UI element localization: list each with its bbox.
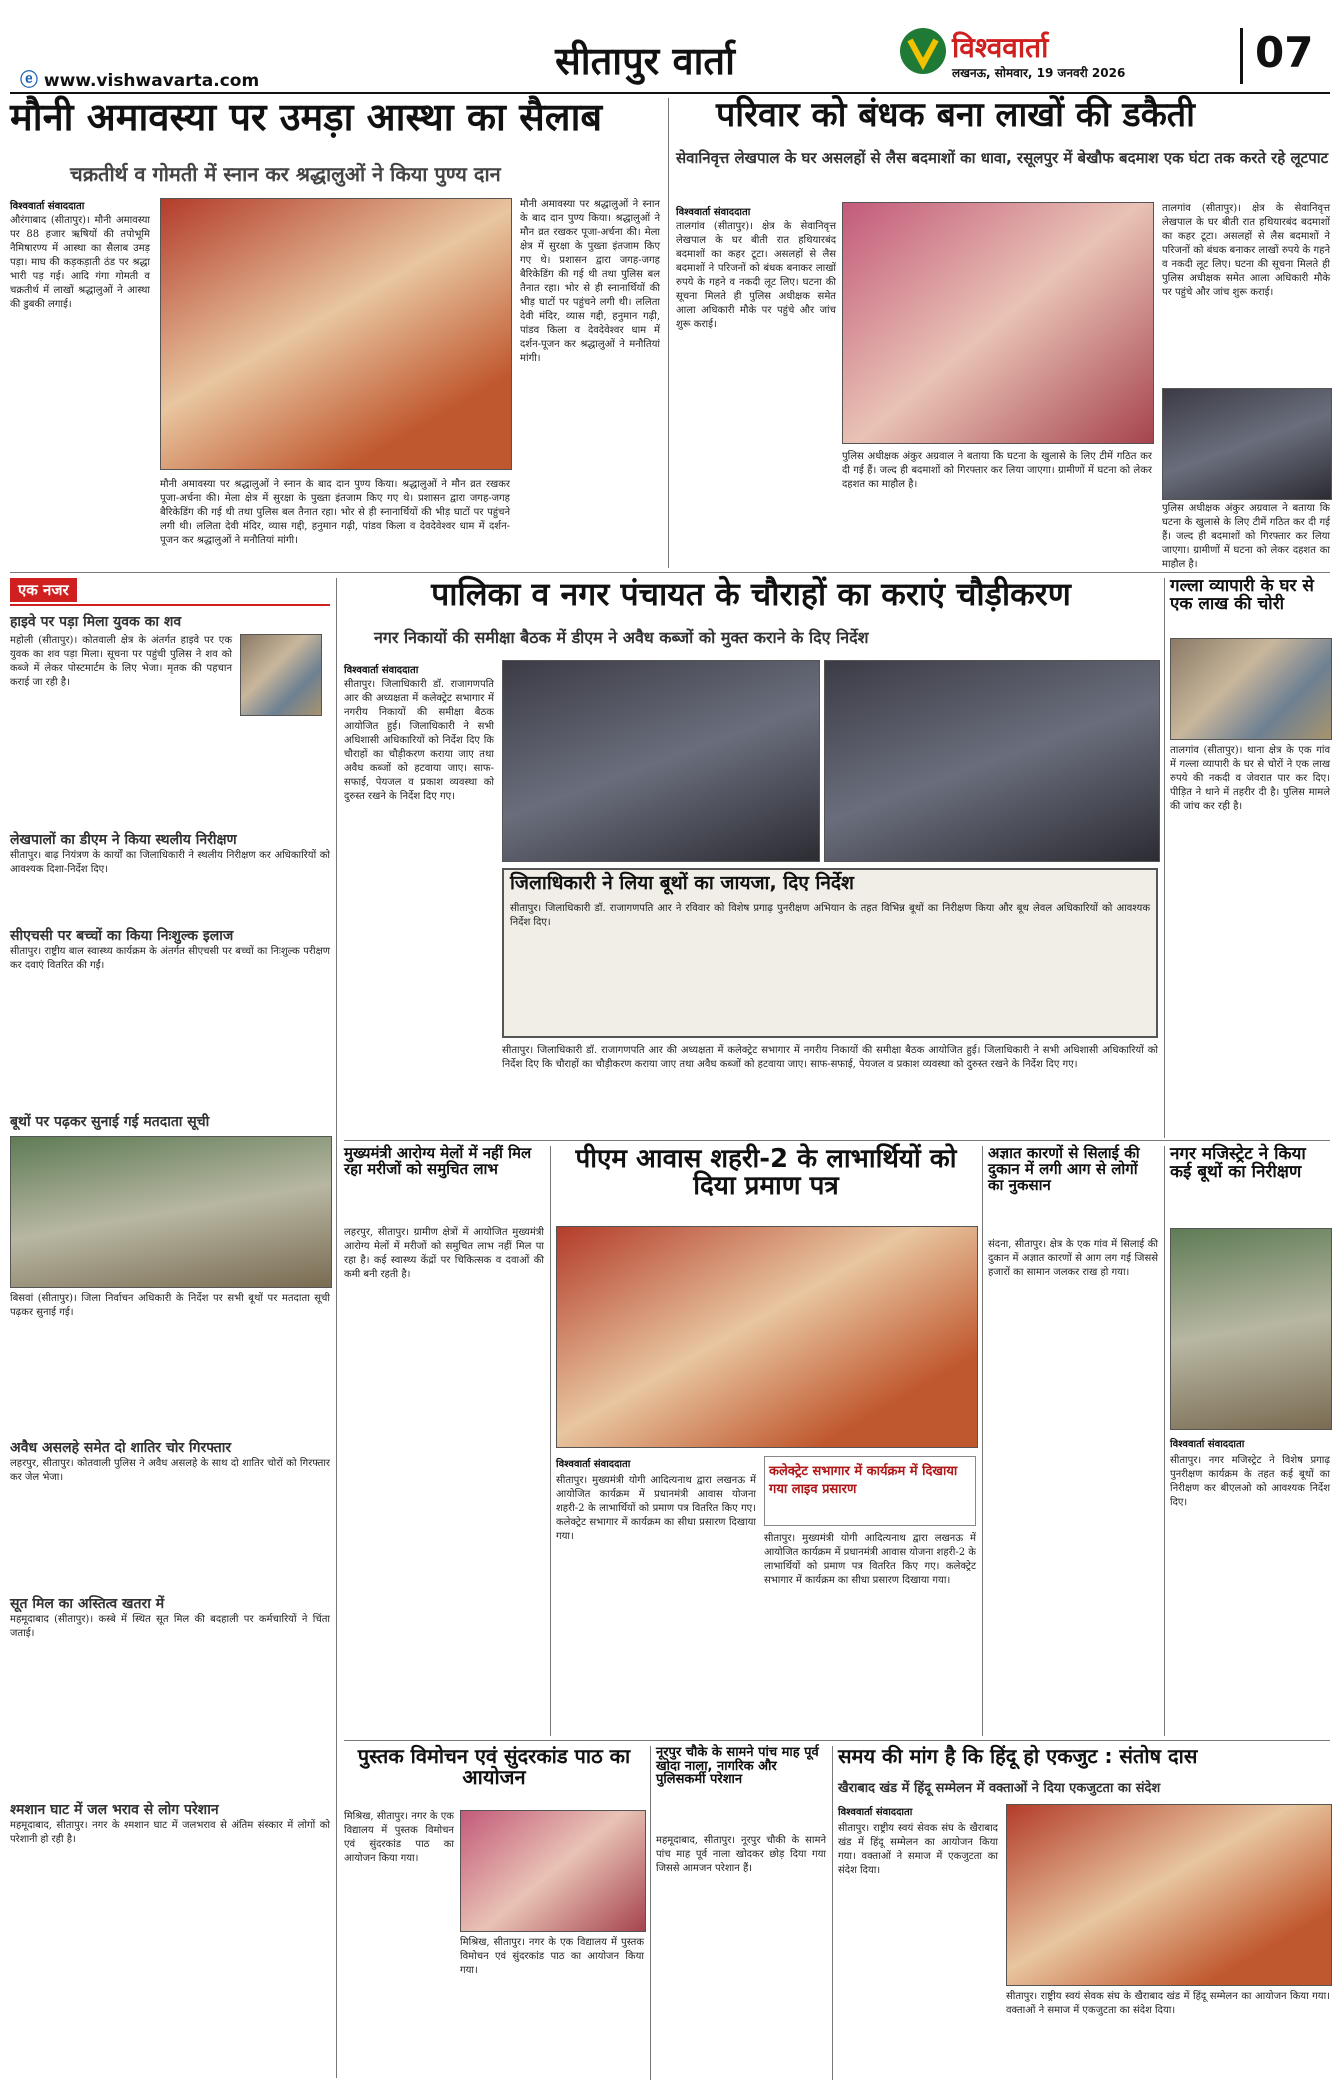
inset-box: [764, 1456, 976, 1526]
story-nurpur-nala: [656, 1746, 826, 2080]
page-number: 07: [1240, 28, 1330, 84]
headline: मौनी अमावस्या पर उमड़ा आस्था का सैलाब: [10, 95, 603, 139]
headline: पुस्तक विमोचन एवं सुंदरकांड पाठ का आयोजन: [357, 1744, 631, 1789]
lead-text: औरंगाबाद (सीतापुर)। मौनी अमावस्या पर 88 हजार ऋषियों की तपोभूमि नैमिषारण्य में आस्था का सैलाब उमड़ पड़ा। माघ की कड़कड़ाती ठंड पर श्रद्धा भारी पड़ गई। आदि गंगा गोमती व चक्रतीर्थ में लाखों श्रद्धालुओं ने आस्था की डुबकी लगाई।: [10, 215, 150, 310]
brief-item: [10, 1112, 330, 1432]
body-text: संदना, सीतापुर। क्षेत्र के एक गांव में सिलाई की दुकान में अज्ञात कारणों से आग लग गई जिससे हजारों का सामान जलकर राख हो गया।: [988, 1239, 1158, 1278]
story-galla-chori: [1170, 578, 1330, 1138]
subhead: नगर निकायों की समीक्षा बैठक में डीएम ने अवैध कब्जों को मुक्त कराने के दिए निर्देश: [374, 628, 869, 647]
brief-text: महमूदाबाद (सीतापुर)। कस्बे में स्थित सूत मिल की बदहाली पर कर्मचारियों ने चिंता जताई।: [10, 1614, 330, 1639]
body-text: तालगांव (सीतापुर)। क्षेत्र के सेवानिवृत्त लेखपाल के घर बीती रात हथियारबंद बदमाशों का कहर टूटा। असलहों से लैस बदमाशों ने परिजनों को बंधक बनाकर लाखों रुपये के गहने व नकदी लूट लिए। घटना की सूचना मिलते ही पुलिस अधीक्षक समेत आला अधिकारी मौके पर पहुंचे और जांच शुरू कराई।: [676, 221, 836, 330]
brief-item: [10, 926, 330, 1106]
website-text: www.vishwavarta.com: [43, 71, 260, 91]
photo-temple: [160, 198, 512, 470]
body-text-cont: पुलिस अधीक्षक अंकुर अग्रवाल ने बताया कि घटना के खुलासे के लिए टीमें गठित कर दी गई हैं। जल्द ही बदमाशों को गिरफ्तार कर लिया जाएगा। ग्रामीणों में घटना को लेकर दहशत का माहौल है।: [842, 451, 1152, 490]
subhead: खैराबाद खंड में हिंदू सम्मेलन में वक्ताओं ने दिया एकजुटता का संदेश: [838, 1781, 1161, 1796]
brief-title: लेखपालों का डीएम ने किया स्थलीय निरीक्षण: [10, 832, 237, 848]
body-text: तालगांव (सीतापुर)। थाना क्षेत्र के एक गांव में गल्ला व्यापारी के घर से चोरों ने एक लाख रुपये की नकदी व जेवरात पार कर दिए। पीड़ित ने थाने में तहरीर दी है। पुलिस मामले की जांच कर रही है।: [1170, 745, 1330, 812]
byline: विश्ववार्ता संवाददाता: [838, 1807, 913, 1818]
byline: विश्ववार्ता संवाददाता: [556, 1459, 631, 1470]
body-text: सीतापुर। नगर मजिस्ट्रेट ने विशेष प्रगाढ़ पुनरीक्षण कार्यक्रम के तहत कई बूथों का निरीक्षण कर बीएलओ को आवश्यक निर्देश दिए।: [1170, 1455, 1330, 1508]
inset-text: कलेक्ट्रेट सभागार में कार्यक्रम में दिखाया गया लाइव प्रसारण: [769, 1464, 958, 1497]
section-title: सीतापुर वार्ता: [555, 39, 735, 83]
ek-nazar-label: एक नजर: [10, 578, 77, 602]
story-arogya-mela: [344, 1146, 544, 1736]
body-text: मिश्रिख, सीतापुर। नगर के एक विद्यालय में पुस्तक विमोचन एवं सुंदरकांड पाठ का आयोजन किया गया।: [344, 1811, 454, 1864]
photo-crime-scene: [842, 202, 1154, 444]
headline: मुख्यमंत्री आरोग्य मेलों में नहीं मिल रहा मरीजों को समुचित लाभ: [344, 1144, 532, 1178]
headline: परिवार को बंधक बना लाखों की डकैती: [716, 95, 1195, 135]
story-pustak-vimochan: [344, 1746, 644, 2080]
photo-certificates: [556, 1226, 978, 1448]
photo-meeting-2: [824, 660, 1160, 862]
brief-text: महोली (सीतापुर)। कोतवाली क्षेत्र के अंतर्गत हाइवे पर एक युवक का शव पड़ा मिला। सूचना पर पहुंची पुलिस ने शव को कब्जे में लेकर पोस्टमार्टम के लिए भेजा। मृतक की पहचान कराई जा रही है।: [10, 635, 232, 688]
brief-title: सीएचसी पर बच्चों का किया निःशुल्क इलाज: [10, 928, 234, 944]
photo-booth: [10, 1136, 332, 1288]
website-link[interactable]: [20, 66, 280, 91]
brief-item: [10, 1594, 330, 1794]
dateline: लखनऊ, सोमवार, 19 जनवरी 2026: [952, 66, 1126, 80]
body-text-end: पुलिस अधीक्षक अंकुर अग्रवाल ने बताया कि घटना के खुलासे के लिए टीमें गठित कर दी गई हैं। जल्द ही बदमाशों को गिरफ्तार कर लिया जाएगा। ग्रामीणों में घटना को लेकर दहशत का माहौल है।: [1162, 503, 1330, 570]
body-text-cont: सीतापुर। मुख्यमंत्री योगी आदित्यनाथ द्वारा लखनऊ में आयोजित कार्यक्रम में प्रधानमंत्री आवास योजना शहरी-2 के लाभार्थियों को प्रमाण पत्र वितरित किए गए। कलेक्ट्रेट सभागार में कार्यक्रम का सीधा प्रसारण दिखाया गया।: [764, 1533, 976, 1586]
body-text-bottom: सीतापुर। जिलाधिकारी डॉ. राजागणपति आर की अध्यक्षता में कलेक्ट्रेट सभागार में नगरीय निकायों की समीक्षा बैठक आयोजित हुई। जिलाधिकारी ने सभी अधिशासी अधिकारियों को निर्देश दिए कि चौराहों का चौड़ीकरण कराया जाए तथा अवैध कब्जों को हटवाया जाए। साफ-सफाई, पेयजल व प्रकाश व्यवस्था को दुरुस्त रखने के निर्देश दिए गए।: [502, 1045, 1158, 1070]
brief-title: बूथों पर पढ़कर सुनाई गई मतदाता सूची: [10, 1114, 210, 1130]
headline: पालिका व नगर पंचायत के चौराहों का कराएं चौड़ीकरण: [431, 575, 1071, 613]
inset-headline: जिलाधिकारी ने लिया बूथों का जायजा, दिए निर्देश: [510, 872, 854, 894]
byline: विश्ववार्ता संवाददाता: [344, 665, 419, 676]
photo-victim: [240, 634, 322, 716]
photo-inspection: [1170, 1228, 1332, 1430]
ek-nazar-column: [10, 578, 330, 2078]
body-text: सीतापुर। मुख्यमंत्री योगी आदित्यनाथ द्वारा लखनऊ में आयोजित कार्यक्रम में प्रधानमंत्री आवास योजना शहरी-2 के लाभार्थियों को प्रमाण पत्र वितरित किए गए। कलेक्ट्रेट सभागार में कार्यक्रम का सीधा प्रसारण दिखाया गया।: [556, 1475, 756, 1542]
photo-event: [460, 1810, 646, 1932]
web-icon: ⓔ: [20, 70, 38, 91]
brief-title: हाइवे पर पड़ा मिला युवक का शव: [10, 614, 182, 630]
brief-text: महमूदाबाद, सीतापुर। नगर के श्मशान घाट में जलभराव से अंतिम संस्कार में लोगों को परेशानी हो रही है।: [10, 1820, 330, 1845]
brief-item: [10, 1800, 330, 2070]
brief-item: [10, 612, 330, 824]
body-text: सीतापुर। राष्ट्रीय स्वयं सेवक संघ के खैराबाद खंड में हिंदू सम्मेलन का आयोजन किया गया। वक्ताओं ने समाज में एकजुटता का संदेश दिया।: [838, 1823, 998, 1876]
body-text: लहरपुर, सीतापुर। ग्रामीण क्षेत्रों में आयोजित मुख्यमंत्री आरोग्य मेलों में मरीजों को समुचित लाभ नहीं मिल पा रहा है। कई स्वास्थ्य केंद्रों पर चिकित्सक व दवाओं की कमी बनी रहती है।: [344, 1227, 544, 1280]
byline: विश्ववार्ता संवाददाता: [1170, 1439, 1245, 1450]
brief-text: बिसवां (सीतापुर)। जिला निर्वाचन अधिकारी के निर्देश पर सभी बूथों पर मतदाता सूची पढ़कर सुनाई गई।: [10, 1293, 330, 1318]
story-mauni-amavasya: [10, 95, 660, 568]
story-chaurahe: [344, 575, 1158, 1138]
story-silai-aag: [988, 1146, 1158, 1736]
body-text: मौनी अमावस्या पर श्रद्धालुओं ने स्नान के बाद दान पुण्य किया। श्रद्धालुओं ने मौन व्रत रखकर पूजा-अर्चना की। मेला क्षेत्र में सुरक्षा के पुख्ता इंतजाम किए गए थे। प्रशासन द्वारा जगह-जगह बैरिकेडिंग की गई थी तथा पुलिस बल तैनात रहा। भोर से ही स्नानार्थियों की भीड़ घाटों पर पहुंचने लगी थी। ललिता देवी मंदिर, व्यास गद्दी, हनुमान गढ़ी, पांडव किला व देवदेवेश्वर धाम में दर्शन-पूजन कर श्रद्धालुओं ने मनौतियां मांगी।: [520, 199, 660, 364]
body-text-cont: मिश्रिख, सीतापुर। नगर के एक विद्यालय में पुस्तक विमोचन एवं सुंदरकांड पाठ का आयोजन किया गया।: [460, 1937, 644, 1976]
headline: अज्ञात कारणों से सिलाई की दुकान में लगी आग से लोगों का नुकसान: [988, 1144, 1140, 1194]
photo-sammelan: [1006, 1804, 1332, 1986]
body-text-side: तालगांव (सीतापुर)। क्षेत्र के सेवानिवृत्त लेखपाल के घर बीती रात हथियारबंद बदमाशों का कहर टूटा। असलहों से लैस बदमाशों ने परिजनों को बंधक बनाकर लाखों रुपये के गहने व नकदी लूट लिए। घटना की सूचना मिलते ही पुलिस अधीक्षक समेत आला अधिकारी मौके पर पहुंचे और जांच शुरू कराई।: [1162, 203, 1330, 298]
subhead: चक्रतीर्थ व गोमती में स्नान कर श्रद्धालुओं ने किया पुण्य दान: [70, 162, 501, 186]
headline: पीएम आवास शहरी-2 के लाभार्थियों को दिया प्रमाण पत्र: [575, 1144, 957, 1202]
photo-police: [1162, 388, 1332, 500]
story-dakaiti: [676, 95, 1330, 570]
brief-item: [10, 1438, 330, 1588]
headline: नूरपुर चौके के सामने पांच माह पूर्व खोदा नाला, नागरिक और पुलिसकर्मी परेशान: [656, 1745, 819, 1788]
headline: गल्ला व्यापारी के घर से एक लाख की चोरी: [1170, 576, 1314, 614]
brief-title: श्मशान घाट में जल भराव से लोग परेशान: [10, 1802, 219, 1818]
body-text: सीतापुर। जिलाधिकारी डॉ. राजागणपति आर की अध्यक्षता में कलेक्ट्रेट सभागार में नगरीय निकायों की समीक्षा बैठक आयोजित हुई। जिलाधिकारी ने सभी अधिशासी अधिकारियों को निर्देश दिए कि चौराहों का चौड़ीकरण कराया जाए तथा अवैध कब्जों को हटवाया जाए। साफ-सफाई, पेयजल व प्रकाश व्यवस्था को दुरुस्त रखने के निर्देश दिए गए।: [344, 679, 494, 802]
subhead: सेवानिवृत्त लेखपाल के घर असलहों से लैस बदमाशों का धावा, रसूलपुर में बेखौफ बदमाश एक घंटा तक करते रहे लूटपाट: [676, 149, 1329, 167]
story-nagar-magistrate: [1170, 1146, 1330, 1736]
body-text-cont: सीतापुर। राष्ट्रीय स्वयं सेवक संघ के खैराबाद खंड में हिंदू सम्मेलन का आयोजन किया गया। वक्ताओं ने समाज में एकजुटता का संदेश दिया।: [1006, 1991, 1330, 2016]
story-pm-awas: [556, 1146, 976, 1736]
inset-box: [502, 868, 1158, 1038]
brief-text: सीतापुर। बाढ़ नियंत्रण के कार्यों का जिलाधिकारी ने स्थलीय निरीक्षण कर अधिकारियों को आवश्यक दिशा-निर्देश दिए।: [10, 850, 330, 875]
body-text: महमूदाबाद, सीतापुर। नूरपुर चौकी के सामने पांच माह पूर्व नाला खोदकर छोड़ दिया गया जिससे आमजन परेशान हैं।: [656, 1835, 826, 1874]
photo-meeting: [502, 660, 820, 862]
story-hindu-sammelan: [838, 1746, 1330, 2080]
body-text-cont: मौनी अमावस्या पर श्रद्धालुओं ने स्नान के बाद दान पुण्य किया। श्रद्धालुओं ने मौन व्रत रखकर पूजा-अर्चना की। मेला क्षेत्र में सुरक्षा के पुख्ता इंतजाम किए गए थे। प्रशासन द्वारा जगह-जगह बैरिकेडिंग की गई थी तथा पुलिस बल तैनात रहा। भोर से ही स्नानार्थियों की भीड़ घाटों पर पहुंचने लगी थी। ललिता देवी मंदिर, व्यास गद्दी, हनुमान गढ़ी, पांडव किला व देवदेवेश्वर धाम में दर्शन-पूजन कर श्रद्धालुओं ने मनौतियां मांगी।: [160, 479, 510, 546]
masthead: [0, 0, 1339, 92]
brief-text: सीतापुर। राष्ट्रीय बाल स्वास्थ्य कार्यक्रम के अंतर्गत सीएचसी पर बच्चों का निःशुल्क परीक्षण कर दवाएं वितरित की गईं।: [10, 946, 330, 971]
photo-house: [1170, 638, 1332, 740]
headline: नगर मजिस्ट्रेट ने किया कई बूथों का निरीक्षण: [1170, 1144, 1306, 1182]
headline: समय की मांग है कि हिंदू हो एकजुट : संतोष दास: [838, 1744, 1198, 1768]
byline: विश्ववार्ता संवाददाता: [676, 207, 751, 218]
byline: विश्ववार्ता संवाददाता: [10, 201, 85, 212]
brief-item: [10, 830, 330, 920]
brief-text: लहरपुर, सीतापुर। कोतवाली पुलिस ने अवैध असलहे के साथ दो शातिर चोरों को गिरफ्तार कर जेल भेजा।: [10, 1458, 330, 1483]
inset-text: सीतापुर। जिलाधिकारी डॉ. राजागणपति आर ने रविवार को विशेष प्रगाढ़ पुनरीक्षण अभियान के तहत विभिन्न बूथों का निरीक्षण किया और बूथ लेवल अधिकारियों को आवश्यक निर्देश दिए।: [510, 903, 1150, 928]
brief-title: सूत मिल का अस्तित्व खतरा में: [10, 1596, 165, 1612]
brand-logo-icon: [900, 28, 946, 74]
brand-name: विश्ववार्ता: [952, 31, 1049, 64]
brief-title: अवैध असलहे समेत दो शातिर चोर गिरफ्तार: [10, 1440, 232, 1456]
